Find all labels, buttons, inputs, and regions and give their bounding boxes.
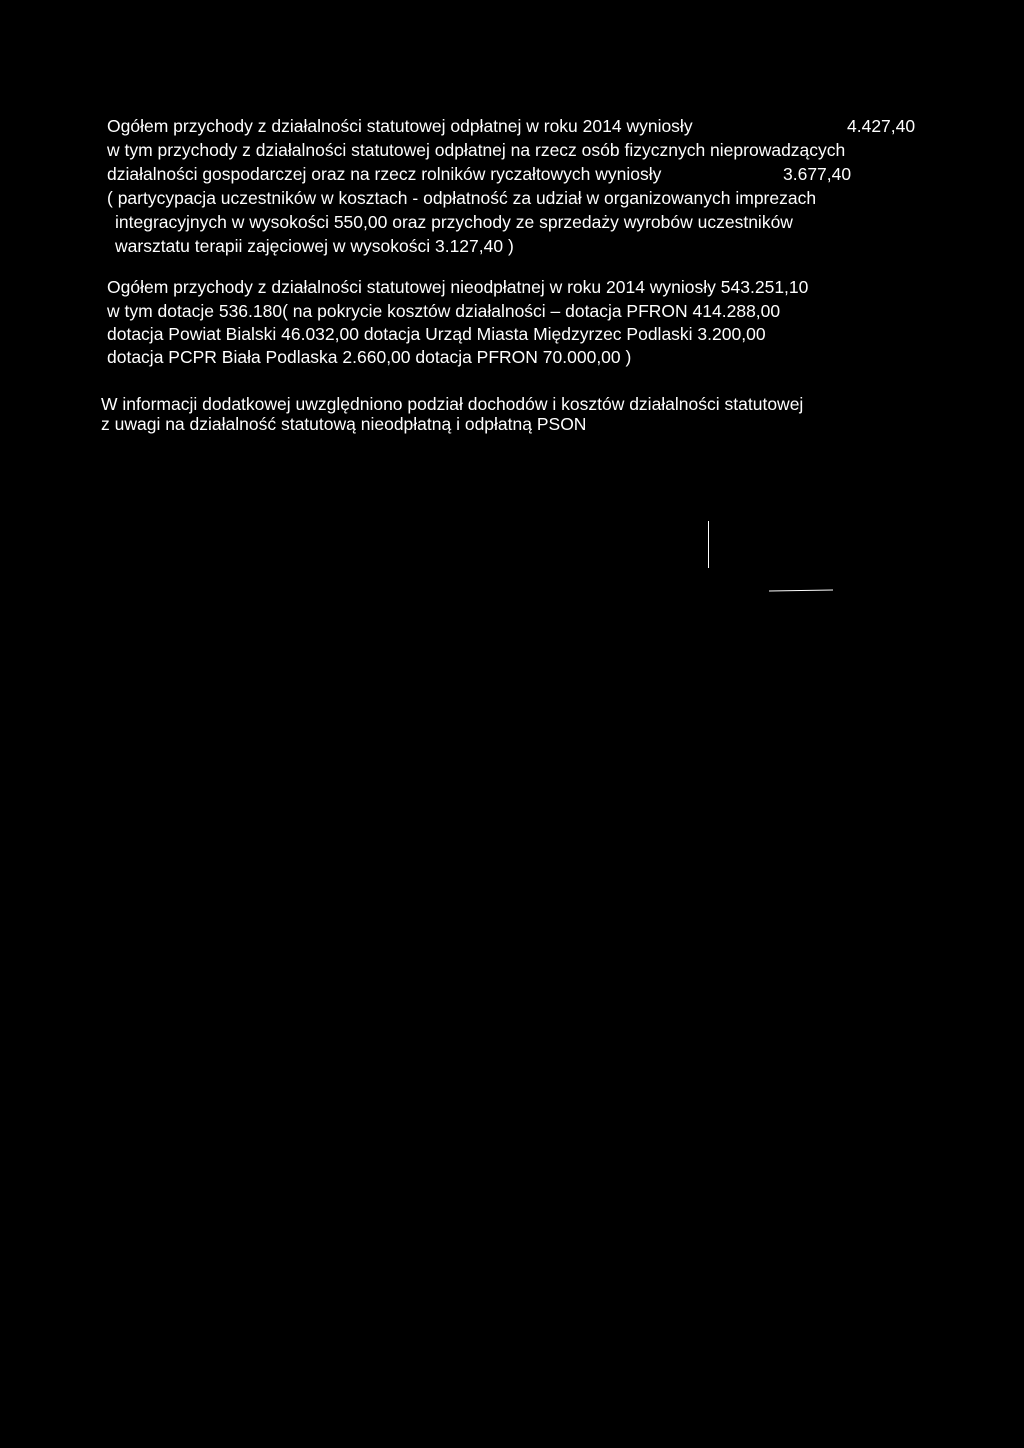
s1-line4: ( partycypacja uczestników w kosztach - odpłatność za udział w organizowanych imprezach [107,188,817,208]
s1-line1 [107,115,693,137]
s1-line1-text: Ogółem przychody z działalności statutowej odpłatnej w roku 2014 wyniosły [107,116,693,136]
s1-line3-value: 3.677,40 [783,164,852,184]
s1-line5: integracyjnych w wysokości 550,00 oraz przychody ze sprzedaży wyrobów uczestników [115,212,793,232]
scan-mark-vertical [708,521,709,568]
s2-line4: dotacja PCPR Biała Podlaska 2.660,00 dotacja PFRON 70.000,00 ) [107,347,632,367]
scan-mark-horizontal [769,590,833,592]
s3-line2: z uwagi na działalność statutową nieodpłatną i odpłatną PSON [101,414,587,434]
s3-line1: W informacji dodatkowej uwzględniono podział dochodów i kosztów działalności statutowej [101,394,804,414]
s2-line3: dotacja Powiat Bialski 46.032,00 dotacja Urząd Miasta Międzyrzec Podlaski 3.200,00 [107,324,766,344]
s2-line2: w tym dotacje 536.180( na pokrycie kosztów działalności – dotacja PFRON 414.288,00 [107,301,781,321]
s1-line3-text: działalności gospodarczej oraz na rzecz rolników ryczałtowych wyniosły [107,164,662,184]
s2-line1: Ogółem przychody z działalności statutowej nieodpłatnej w roku 2014 wyniosły 543.251,10 [107,277,809,297]
s1-line2: w tym przychody z działalności statutowej odpłatnej na rzecz osób fizycznych nieprowadzących [107,140,846,160]
s1-line1-value: 4.427,40 [847,116,916,136]
s1-line6: warsztatu terapii zajęciowej w wysokości 3.127,40 ) [115,236,514,256]
s1-line3 [107,163,661,185]
